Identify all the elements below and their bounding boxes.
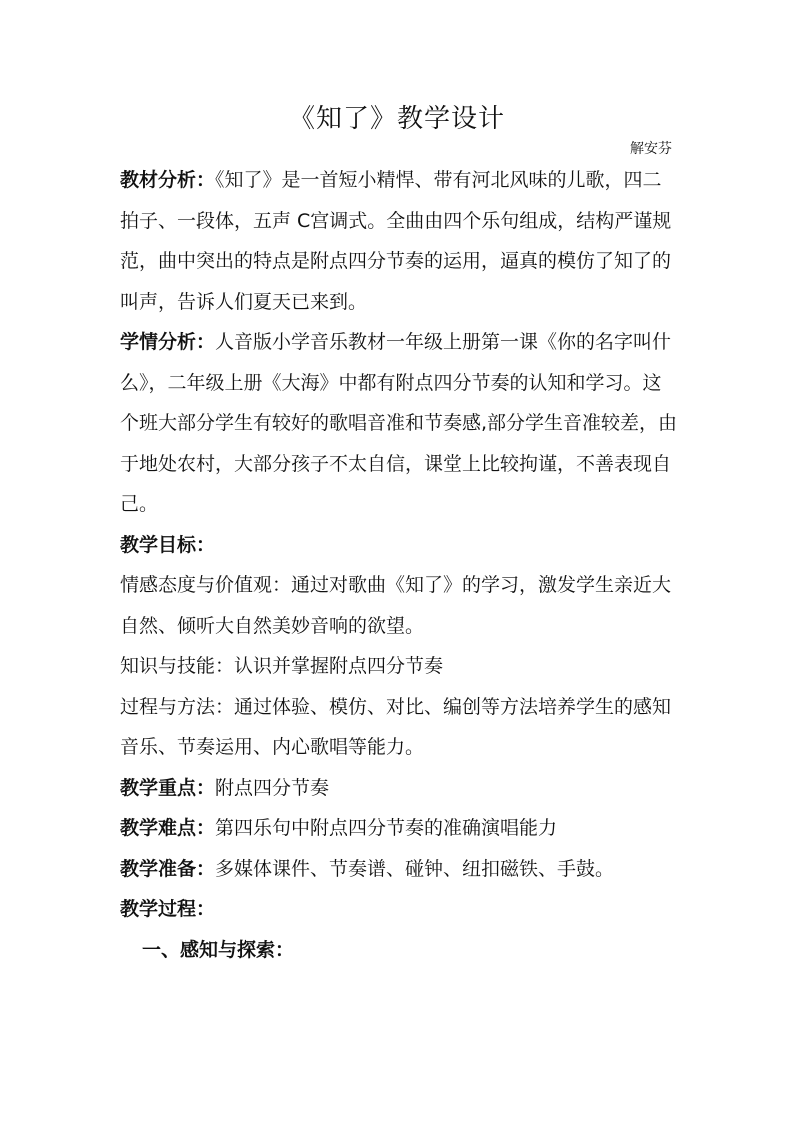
- section-preparation: [120, 849, 680, 890]
- section-text: 人音版小学音乐教材一年级上册第一课《你的名字叫什么》，二年级上册《大海》中都有附点四分节奏的认知和学习。这个班大部分学生有较好的歌唱音准和节奏感,部分学生音准较差，由于地处农村，大部分孩子不太自信，课堂上比较拘谨，不善表现自己。: [120, 331, 678, 515]
- objective-emotion-values: [120, 565, 680, 646]
- section-label: 教学目标：: [120, 533, 216, 556]
- section-label: 学情分析：: [120, 331, 216, 353]
- section-text: 《知了》是一首短小精悍、带有河北风味的儿歌，四二拍子、一段体，五声 C宫调式。全曲由四个乐句组成，结构严谨规范，曲中突出的特点是附点四分节奏的运用，逼真的模仿了知了的叫声，告诉人们夏天已来到。: [120, 169, 672, 313]
- section-text: 情感态度与价值观：通过对歌曲《知了》的学习，激发学生亲近大自然、倾听大自然美妙音响的欲望。: [120, 574, 672, 637]
- section-key-points: [120, 768, 680, 809]
- author-name: 解安芬: [630, 141, 672, 157]
- section-teaching-process: [120, 889, 680, 930]
- section-label: 一、感知与探索：: [142, 938, 295, 961]
- subsection-perception-exploration: [120, 930, 680, 971]
- section-label: 教学过程：: [120, 898, 216, 920]
- document-title: 《知了》教学设计: [288, 104, 505, 134]
- section-text: 知识与技能：认识并掌握附点四分节奏: [120, 655, 444, 677]
- section-text: 附点四分节奏: [215, 776, 330, 799]
- objective-knowledge-skills: [120, 646, 680, 687]
- objective-process-methods: [120, 687, 680, 768]
- section-label: 教学难点：: [120, 817, 216, 839]
- section-label: 教学准备：: [120, 857, 216, 880]
- section-difficulties: [120, 808, 680, 849]
- section-student-analysis: [120, 322, 680, 525]
- section-text: 第四乐句中附点四分节奏的准确演唱能力: [215, 817, 558, 839]
- section-label: 教学重点：: [120, 776, 216, 799]
- section-label: 教材分析：: [120, 169, 216, 191]
- section-teaching-objectives: [120, 525, 680, 566]
- document-body: [120, 160, 680, 970]
- section-textbook-analysis: [120, 160, 680, 322]
- section-text: 过程与方法：通过体验、模仿、对比、编创等方法培养学生的感知音乐、节奏运用、内心歌唱等能力。: [120, 695, 672, 758]
- section-text: 多媒体课件、节奏谱、碰钟、纽扣磁铁、手鼓。: [215, 857, 615, 880]
